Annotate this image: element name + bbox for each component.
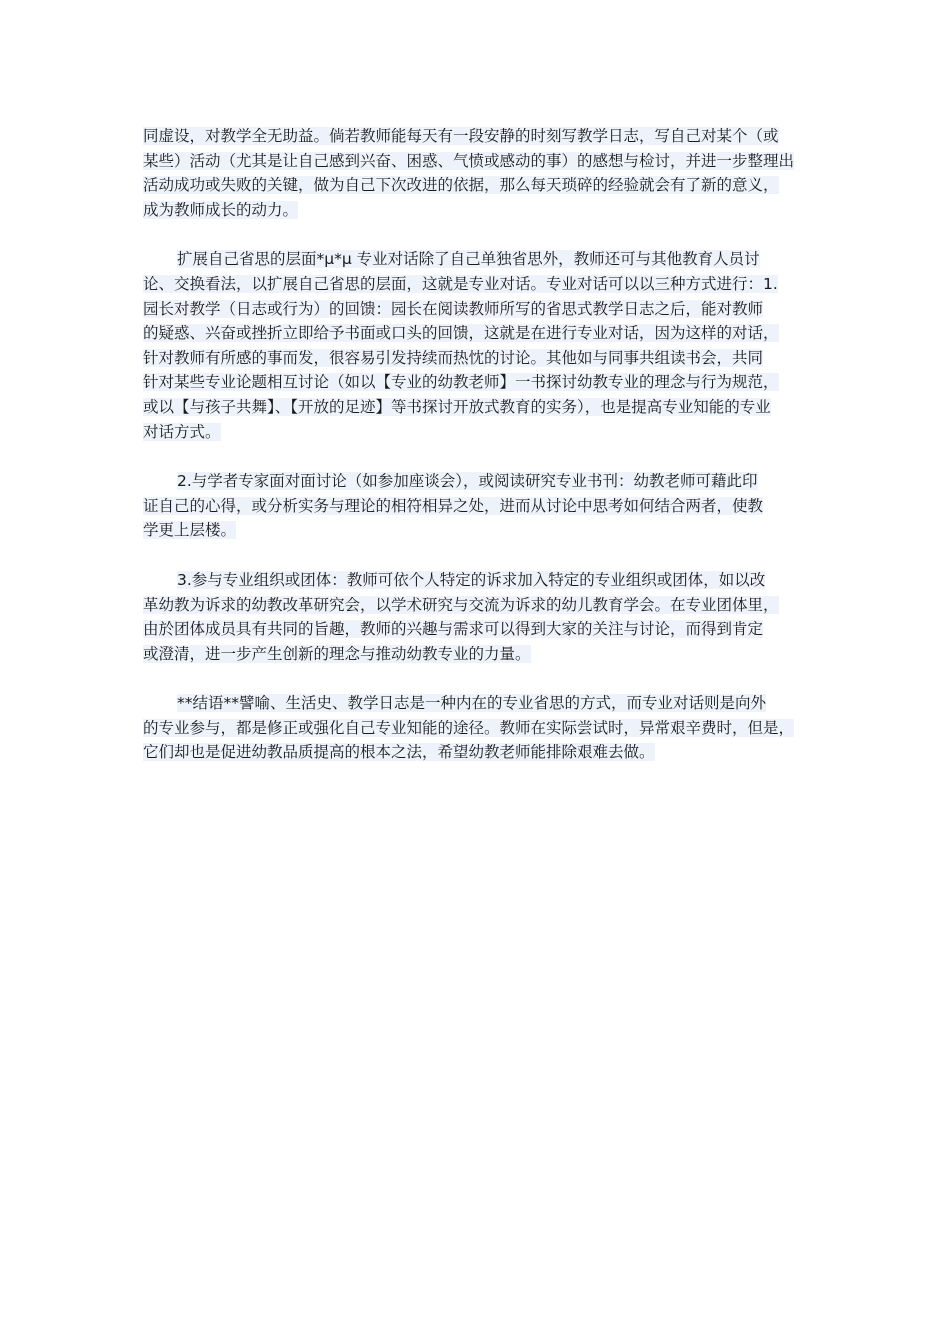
line-text: 2.与学者专家面对面讨论（如参加座谈会），或阅读研究专业书刊：幼教老师可藉此印 — [177, 472, 758, 491]
text-line — [143, 617, 815, 642]
text-line — [143, 198, 815, 223]
line-text: 的疑惑、兴奋或挫折立即给予书面或口头的回馈，这就是在进行专业对话，因为这样的对话， — [143, 324, 779, 343]
text-line — [143, 469, 815, 494]
text-line — [143, 518, 815, 543]
text-line — [143, 420, 815, 445]
text-line — [143, 395, 815, 420]
line-text: 它们却也是促进幼教品质提高的根本之法，希望幼教老师能排除艰难去做。 — [143, 743, 655, 762]
text-line — [143, 568, 815, 593]
line-text: 针对某些专业论题相互讨论（如以【专业的幼教老师】一书探讨幼教专业的理念与行为规范， — [143, 373, 779, 392]
text-line — [143, 642, 815, 667]
paragraph — [143, 469, 815, 543]
line-text: 论、交换看法，以扩展自己省思的层面，这就是专业对话。专业对话可以以三种方式进行：1. — [143, 274, 778, 293]
line-text: 某些）活动（尤其是让自己感到兴奋、困惑、气愤或感动的事）的感想与检讨，并进一步整理出 — [143, 151, 795, 170]
line-text: 扩展自己省思的层面*μ*μ 专业对话除了自己单独省思外，教师还可与其他教育人员讨 — [177, 250, 760, 269]
text-line — [143, 346, 815, 371]
line-text: 活动成功或失败的关键，做为自己下次改进的依据，那么每天琐碎的经验就会有了新的意义， — [143, 176, 779, 195]
line-text: 同虚设，对教学全无助益。倘若教师能每天有一段安静的时刻写教学日志，写自己对某个（或 — [143, 127, 779, 145]
line-text: 园长对教学（日志或行为）的回馈：园长在阅读教师所写的省思式教学日志之后，能对教师 — [143, 299, 764, 318]
text-line — [143, 593, 815, 618]
line-text: 证自己的心得，或分析实务与理论的相符相异之处，进而从讨论中思考如何结合两者，使教 — [143, 496, 764, 515]
text-line — [143, 173, 815, 198]
text-line — [143, 247, 815, 272]
text-line — [143, 321, 815, 346]
line-text: 针对教师有所感的事而发，很容易引发持续而热忱的讨论。其他如与同事共组读书会，共同 — [143, 348, 764, 367]
line-text: **结语**譬喻、生活史、教学日志是一种内在的专业省思的方式，而专业对话则是向外 — [177, 694, 767, 713]
paragraph — [143, 691, 815, 765]
line-text: 成为教师成长的动力。 — [143, 200, 299, 219]
paragraph — [143, 124, 815, 222]
text-line — [143, 494, 815, 519]
line-text: 革幼教为诉求的幼教改革研究会，以学术研究与交流为诉求的幼儿教育学会。在专业团体里， — [143, 595, 779, 614]
paragraph — [143, 568, 815, 666]
line-text: 或以【与孩子共舞】、【开放的足迹】等书探讨开放式教育的实务），也是提高专业知能的专业 — [143, 397, 771, 416]
text-line — [143, 691, 815, 716]
line-text: 学更上层楼。 — [143, 521, 237, 540]
line-text: 3.参与专业组织或团体：教师可依个人特定的诉求加入特定的专业组织或团体，如以改 — [177, 570, 766, 589]
line-text: 的专业参与，都是修正或强化自己专业知能的途径。教师在实际尝试时，异常艰辛费时，但是， — [143, 718, 795, 737]
text-line — [143, 149, 815, 174]
text-line — [143, 370, 815, 395]
line-text: 对话方式。 — [143, 422, 221, 441]
text-line — [143, 716, 815, 741]
text-line — [143, 297, 815, 322]
line-text: 由於团体成员具有共同的旨趣，教师的兴趣与需求可以得到大家的关注与讨论，而得到肯定 — [143, 620, 764, 639]
paragraph — [143, 247, 815, 444]
document-body — [143, 124, 815, 790]
text-line — [143, 272, 815, 297]
text-line — [143, 124, 815, 149]
line-text: 或澄清，进一步产生创新的理念与推动幼教专业的力量。 — [143, 644, 531, 663]
text-line — [143, 740, 815, 765]
